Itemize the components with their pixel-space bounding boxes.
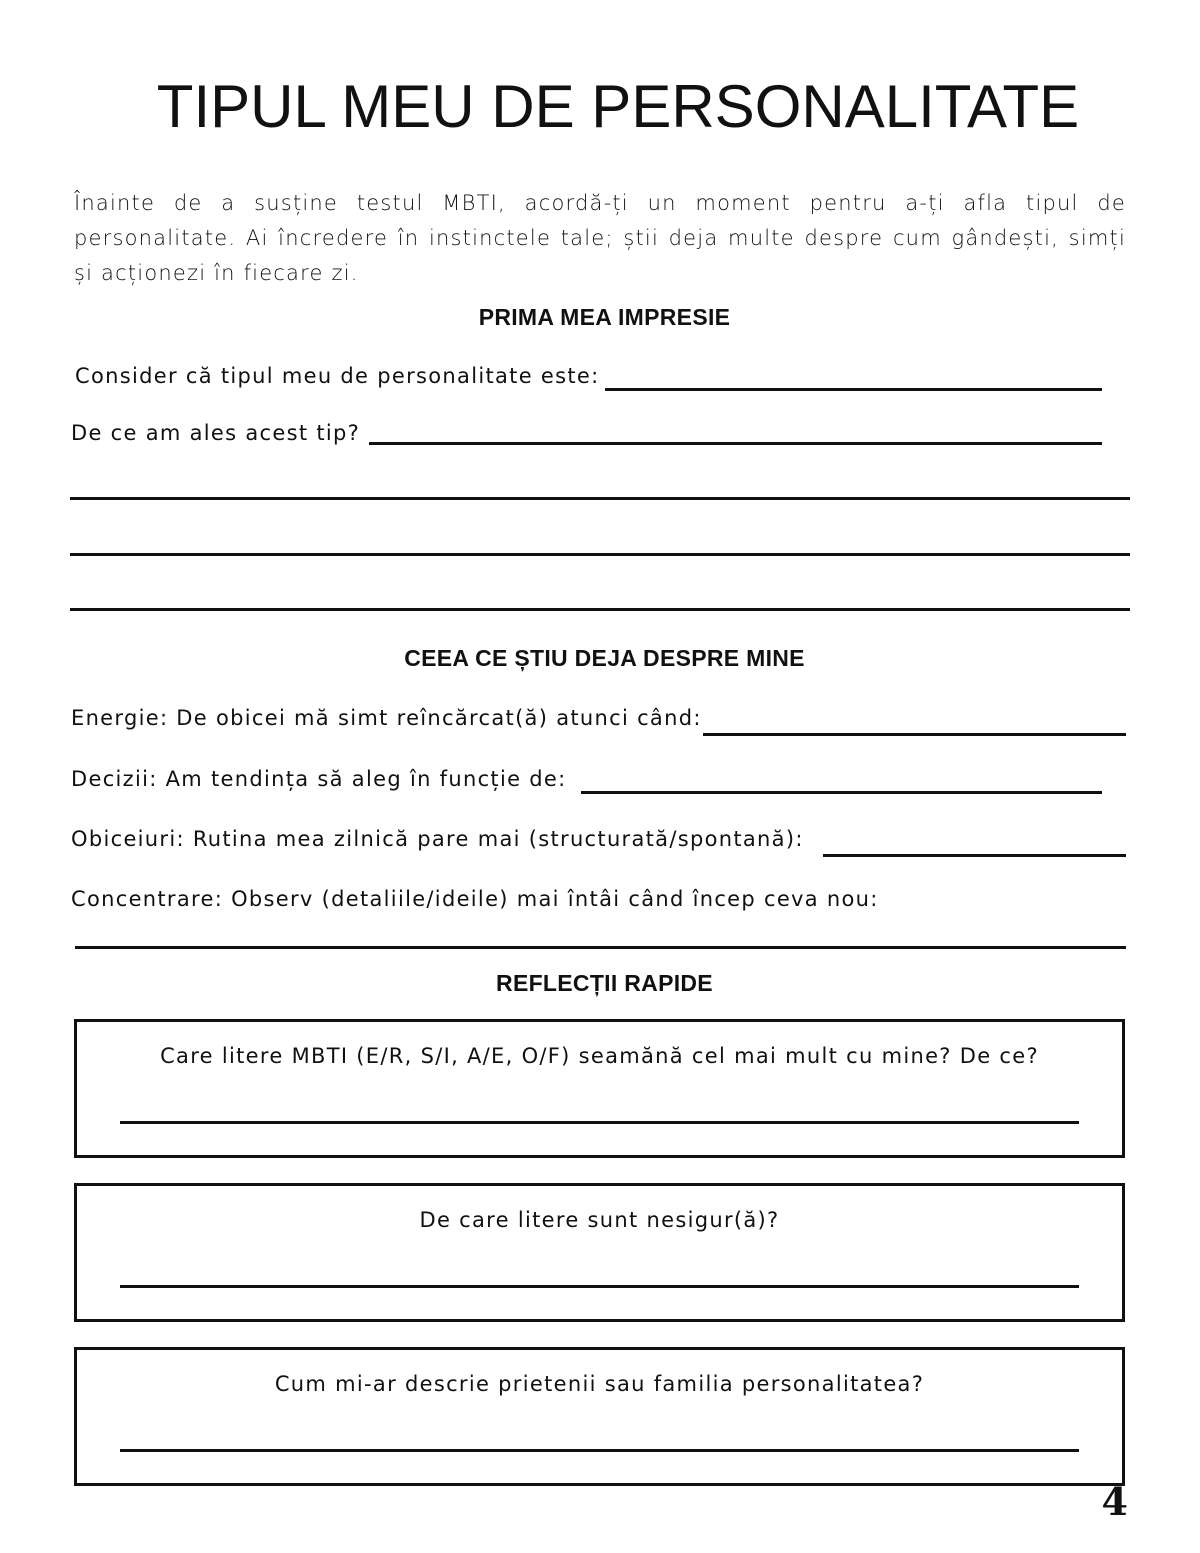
why-this-type-label: De ce am ales acest tip?: [71, 421, 361, 445]
energy-field[interactable]: [703, 733, 1126, 736]
section-heading-what-i-know: CEEA CE ȘTIU DEJA DESPRE MINE: [404, 645, 805, 671]
reflection-box: [74, 1347, 1125, 1486]
answer-line[interactable]: [70, 553, 1130, 556]
personality-type-label: Consider că tipul meu de personalitate este:: [75, 364, 600, 388]
habits-field[interactable]: [823, 854, 1126, 857]
decisions-field[interactable]: [581, 791, 1102, 794]
answer-line[interactable]: [70, 497, 1130, 500]
reflection-question: De care litere sunt nesigur(ă)?: [419, 1208, 780, 1232]
answer-line[interactable]: [70, 608, 1130, 611]
reflection-question: Care litere MBTI (E/R, S/I, A/E, O/F) seamănă cel mai mult cu mine? De ce?: [160, 1044, 1039, 1068]
reflection-answer-line[interactable]: [120, 1285, 1079, 1288]
section-heading-quick-reflections: REFLECȚII RAPIDE: [496, 970, 713, 996]
reflection-box: [74, 1019, 1125, 1158]
reflection-answer-line[interactable]: [120, 1121, 1079, 1124]
page-title: TIPUL MEU DE PERSONALITATE: [156, 73, 1080, 140]
habits-label: Obiceiuri: Rutina mea zilnică pare mai (structurată/spontană):: [71, 827, 804, 851]
intro-paragraph: Înainte de a susține testul MBTI, acordă-ți un moment pentru a-ți afla tipul de personalitate. Ai încredere în instinctele tale; știi deja multe despre cum gândești, simți și acționezi în fiecare zi.: [74, 191, 1126, 285]
energy-label: Energie: De obicei mă simt reîncărcat(ă) atunci când:: [71, 706, 702, 730]
why-this-type-field[interactable]: [369, 442, 1102, 445]
reflection-answer-line[interactable]: [120, 1449, 1079, 1452]
decisions-label: Decizii: Am tendința să aleg în funcție de:: [71, 767, 567, 791]
personality-type-field[interactable]: [605, 388, 1102, 391]
section-heading-first-impression: PRIMA MEA IMPRESIE: [478, 304, 731, 330]
reflection-question: Cum mi-ar descrie prietenii sau familia personalitatea?: [274, 1372, 925, 1396]
focus-field[interactable]: [75, 946, 1126, 949]
focus-label: Concentrare: Observ (detaliile/ideile) mai întâi când încep ceva nou:: [71, 887, 879, 911]
page-number: 4: [1101, 1479, 1128, 1524]
reflection-box: [74, 1183, 1125, 1322]
